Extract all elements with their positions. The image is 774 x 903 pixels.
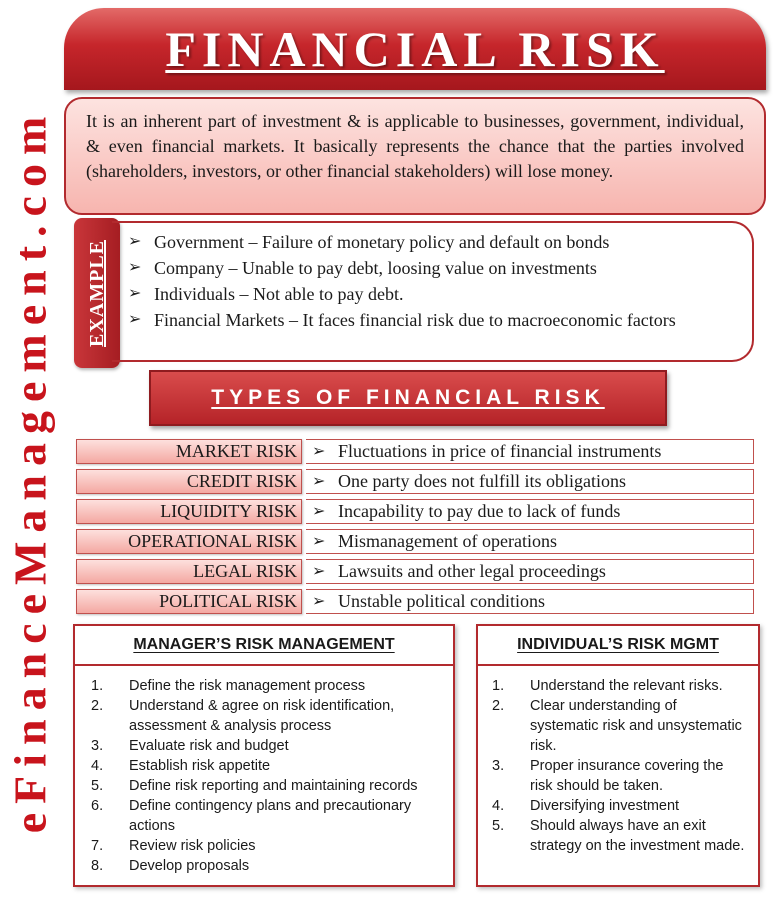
- manager-list: [75, 666, 453, 876]
- list-item: 3. Proper insurance covering the risk should be taken.: [492, 758, 724, 794]
- arrow-bullet-icon: ➢: [312, 533, 326, 550]
- example-tab-label: EXAMPLE: [85, 239, 108, 347]
- risk-description: ➢ Mismanagement of operations: [306, 529, 754, 554]
- page-title: FINANCIAL RISK: [165, 21, 665, 77]
- risk-label: LIQUIDITY RISK: [76, 499, 302, 524]
- risk-description: ➢ Fluctuations in price of financial instruments: [306, 439, 754, 464]
- list-item: 8. Develop proposals: [91, 858, 250, 874]
- arrow-bullet-icon: ➢: [128, 311, 142, 328]
- list-item: 6. Define contingency plans and precautionary actions: [91, 798, 412, 834]
- arrow-bullet-icon: ➢: [128, 233, 142, 250]
- list-item: 2. Understand & agree on risk identification, assessment & analysis process: [91, 698, 395, 734]
- types-heading-banner: [149, 370, 667, 426]
- list-item: 4. Establish risk appetite: [91, 758, 271, 774]
- risk-row-market: [76, 439, 756, 464]
- manager-panel-heading: MANAGER’S RISK MANAGEMENT: [75, 626, 453, 666]
- arrow-bullet-icon: ➢: [312, 593, 326, 610]
- risk-description: ➢ Unstable political conditions: [306, 589, 754, 614]
- individual-panel-heading: INDIVIDUAL’S RISK MGMT: [478, 626, 758, 666]
- manager-risk-panel: [73, 624, 455, 887]
- risk-label: MARKET RISK: [76, 439, 302, 464]
- risk-description: ➢ Lawsuits and other legal proceedings: [306, 559, 754, 584]
- risk-row-credit: [76, 469, 756, 494]
- list-item: 1. Define the risk management process: [91, 678, 366, 694]
- risk-row-political: [76, 589, 756, 614]
- arrow-bullet-icon: ➢: [312, 563, 326, 580]
- arrow-bullet-icon: ➢: [128, 259, 142, 276]
- risk-row-liquidity: [76, 499, 756, 524]
- risk-label: OPERATIONAL RISK: [76, 529, 302, 554]
- risk-label: LEGAL RISK: [76, 559, 302, 584]
- example-item: ➢ Financial Markets – It faces financial risk due to macroeconomic factors: [128, 307, 732, 333]
- risk-row-operational: [76, 529, 756, 554]
- arrow-bullet-icon: ➢: [312, 473, 326, 490]
- arrow-bullet-icon: ➢: [312, 503, 326, 520]
- risk-description: ➢ Incapability to pay due to lack of funds: [306, 499, 754, 524]
- title-banner: [64, 8, 766, 90]
- risk-description: ➢ One party does not fulfill its obligations: [306, 469, 754, 494]
- list-item: 5. Should always have an exit strategy on the investment made.: [492, 818, 745, 854]
- list-item: 3. Evaluate risk and budget: [91, 738, 289, 754]
- list-item: 7. Review risk policies: [91, 838, 256, 854]
- watermark-text: eFinanceManagement.com: [4, 107, 56, 833]
- site-watermark: [2, 70, 58, 870]
- arrow-bullet-icon: ➢: [312, 443, 326, 460]
- example-item: ➢ Government – Failure of monetary policy and default on bonds: [128, 229, 732, 255]
- list-item: 4. Diversifying investment: [492, 798, 680, 814]
- list-item: 1. Understand the relevant risks.: [492, 678, 723, 694]
- example-item: ➢ Individuals – Not able to pay debt.: [128, 281, 732, 307]
- risk-row-legal: [76, 559, 756, 584]
- individual-list: [478, 666, 758, 856]
- individual-risk-panel: [476, 624, 760, 887]
- list-item: 2. Clear understanding of systematic risk and unsystematic risk.: [492, 698, 742, 754]
- risk-label: POLITICAL RISK: [76, 589, 302, 614]
- list-item: 5. Define risk reporting and maintaining records: [91, 778, 418, 794]
- risk-label: CREDIT RISK: [76, 469, 302, 494]
- arrow-bullet-icon: ➢: [128, 285, 142, 302]
- example-list: [112, 221, 754, 362]
- example-item: ➢ Company – Unable to pay debt, loosing value on investments: [128, 255, 732, 281]
- types-heading: TYPES OF FINANCIAL RISK: [211, 386, 605, 409]
- intro-paragraph: It is an inherent part of investment & is applicable to businesses, government, individual, & even financial markets. It basically represents the chance that the parties involved (shareholders, investors, or other financial stakeholders) will lose money.: [64, 97, 766, 215]
